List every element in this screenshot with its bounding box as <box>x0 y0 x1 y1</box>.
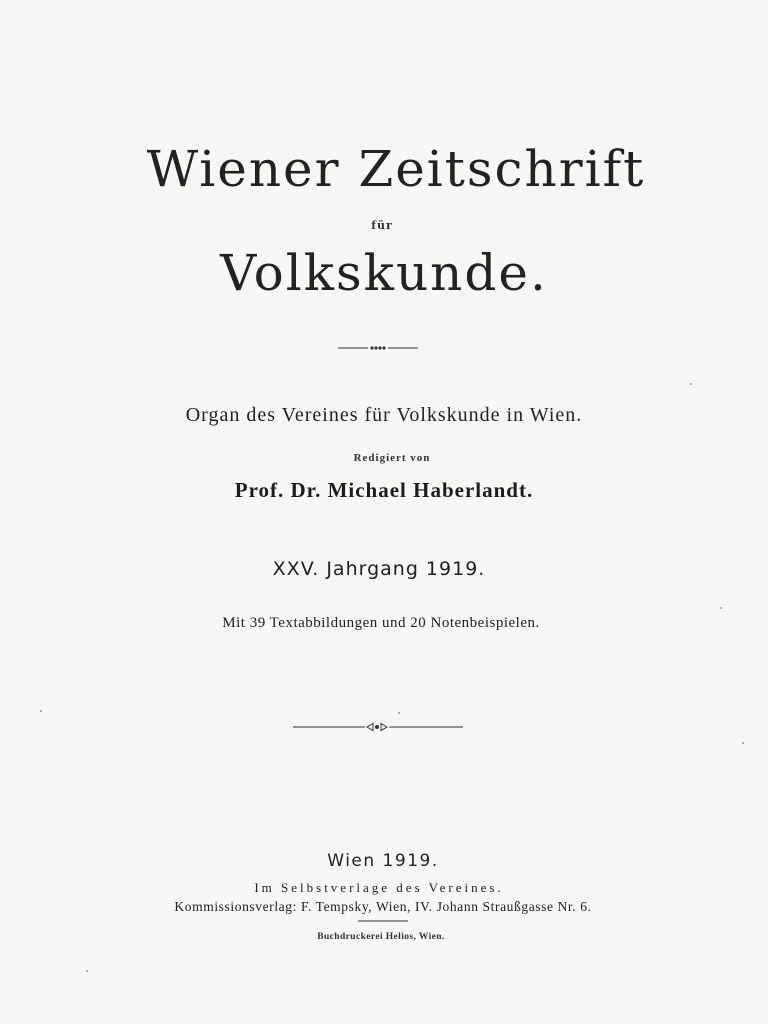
paper-speck <box>690 383 692 385</box>
imprint-distributor: Kommissionsverlag: F. Tempsky, Wien, IV. Johann Straußgasse Nr. 6. <box>174 899 592 914</box>
imprint-place-year: Wien 1919. <box>327 851 439 871</box>
edited-by-label: Redigiert von <box>353 452 431 464</box>
ornament-divider-middle <box>293 722 463 732</box>
paper-speck <box>720 607 722 609</box>
paper-speck <box>40 710 42 712</box>
ornament-divider-top <box>338 343 418 353</box>
imprint-publisher: Im Selbstverlage des Vereines. <box>254 880 504 895</box>
volume-year: XXV. Jahrgang 1919. <box>272 558 486 580</box>
journal-title-line-1: Wiener Zeitschrift <box>146 140 646 198</box>
illustrations-note: Mit 39 Textabbildungen und 20 Notenbeispielen. <box>222 615 540 631</box>
paper-speck <box>398 712 400 714</box>
title-connector: für <box>371 219 393 232</box>
journal-subtitle: Organ des Vereines für Volkskunde in Wien. <box>185 404 583 426</box>
printer-credit: Buchdruckerei Helios, Wien. <box>317 932 445 942</box>
journal-title-line-2: Volkskunde. <box>220 244 548 302</box>
imprint-rule <box>358 919 408 923</box>
paper-speck <box>86 970 88 972</box>
paper-speck <box>742 742 744 744</box>
editor-name: Prof. Dr. Michael Haberlandt. <box>234 478 534 502</box>
